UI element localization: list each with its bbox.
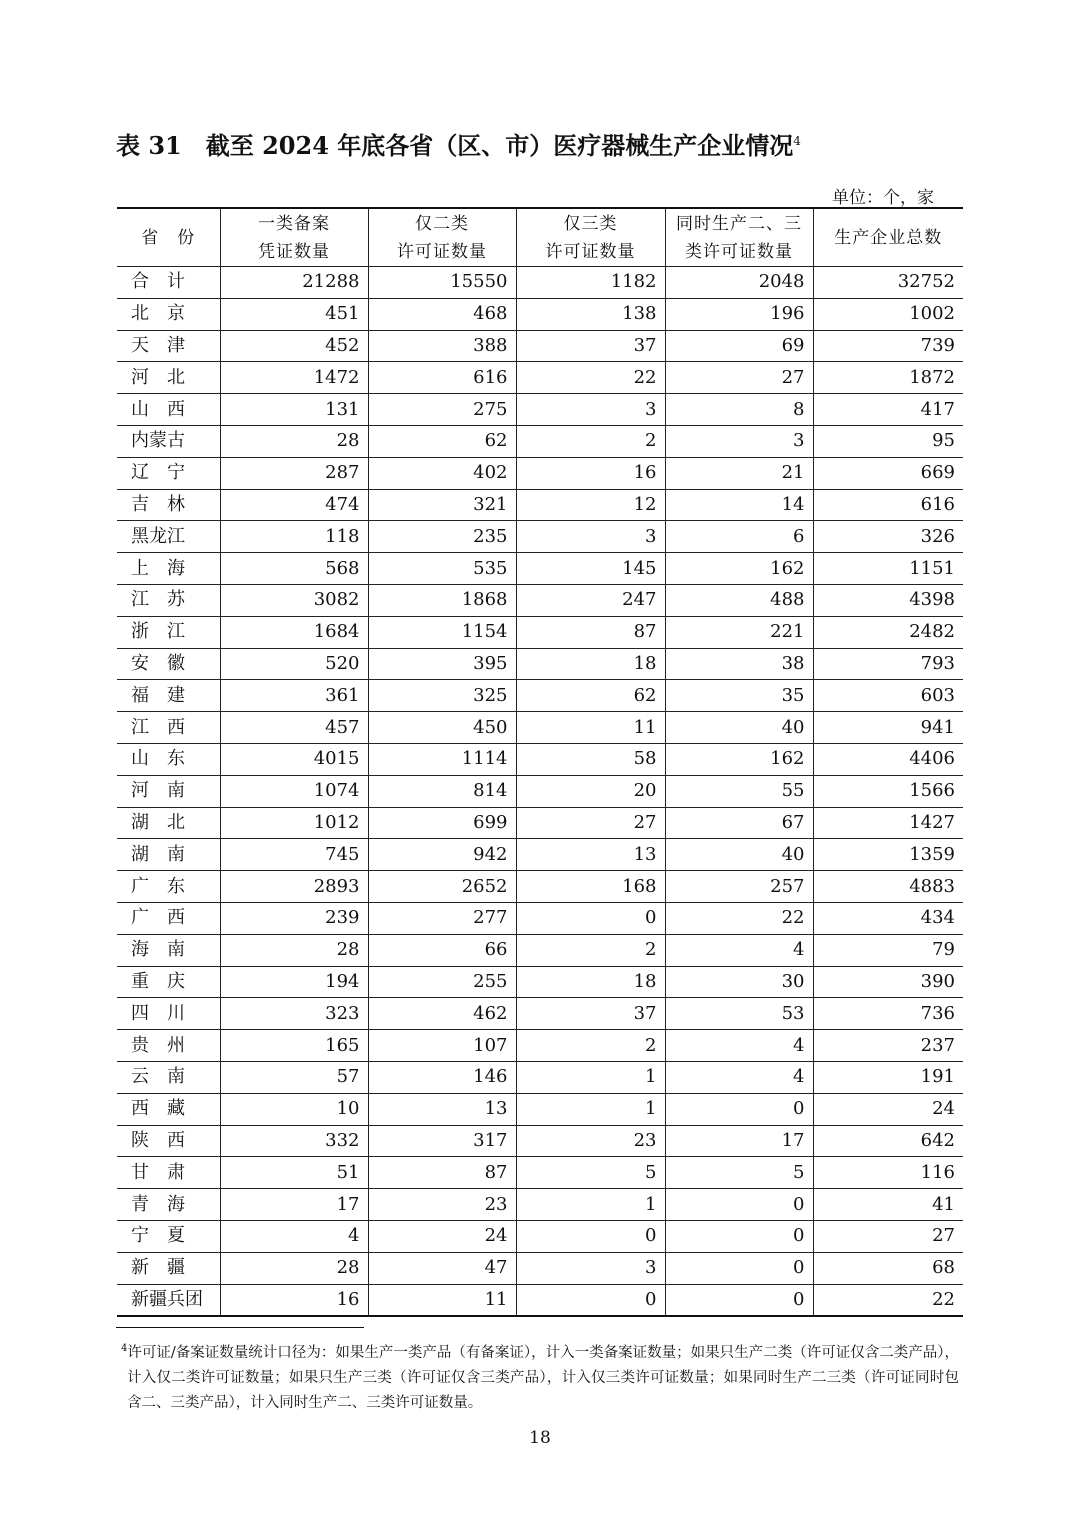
value-cell: 17 [665,1125,813,1157]
province-cell: 江 苏 [117,584,220,616]
value-cell: 221 [665,616,813,648]
province-cell: 四 川 [117,998,220,1030]
value-cell: 1872 [813,362,963,394]
value-cell: 332 [220,1125,368,1157]
province-cell: 广 西 [117,902,220,934]
value-cell: 28 [220,425,368,457]
province-cell: 安 徽 [117,648,220,680]
value-cell: 0 [665,1252,813,1284]
value-cell: 67 [665,807,813,839]
value-cell: 255 [368,966,516,998]
table-row [117,457,963,489]
value-cell: 16 [220,1284,368,1316]
value-cell: 22 [813,1284,963,1316]
value-cell: 22 [665,902,813,934]
value-cell: 3 [516,1252,665,1284]
value-cell: 2652 [368,871,516,903]
value-cell: 616 [813,489,963,521]
province-cell: 山 东 [117,743,220,775]
value-cell: 3 [516,521,665,553]
value-cell: 488 [665,584,813,616]
value-cell: 568 [220,553,368,585]
value-cell: 27 [516,807,665,839]
value-cell: 603 [813,680,963,712]
value-cell: 1868 [368,584,516,616]
province-cell: 广 东 [117,871,220,903]
table-title-text: 表 31 截至 2024 年底各省（区、市）医疗器械生产企业情况 [116,131,794,160]
value-cell: 38 [665,648,813,680]
province-cell: 陕 西 [117,1125,220,1157]
value-cell: 4 [665,934,813,966]
table-row [117,712,963,744]
table-row [117,584,963,616]
value-cell: 14 [665,489,813,521]
value-cell: 616 [368,362,516,394]
table-row [117,1252,963,1284]
value-cell: 40 [665,839,813,871]
province-cell: 重 庆 [117,966,220,998]
value-cell: 1074 [220,775,368,807]
value-cell: 58 [516,743,665,775]
value-cell: 941 [813,712,963,744]
value-cell: 87 [368,1157,516,1189]
value-cell: 462 [368,998,516,1030]
province-cell: 新疆兵团 [117,1284,220,1316]
value-cell: 116 [813,1157,963,1189]
table-header-row [117,208,963,267]
table-row [117,1061,963,1093]
table-row [117,1125,963,1157]
value-cell: 41 [813,1189,963,1221]
value-cell: 235 [368,521,516,553]
table-row [117,966,963,998]
province-cell: 新 疆 [117,1252,220,1284]
value-cell: 2048 [665,267,813,299]
value-cell: 69 [665,330,813,362]
page-number: 18 [529,1428,551,1448]
value-cell: 736 [813,998,963,1030]
province-cell: 西 藏 [117,1093,220,1125]
value-cell: 2 [516,425,665,457]
table-row [117,330,963,362]
table-row [117,521,963,553]
header-class2-3-count: 同时生产二、三 类许可证数量 [665,208,813,267]
value-cell: 22 [516,362,665,394]
header-class3-only-count: 仅三类 许可证数量 [516,208,665,267]
value-cell: 30 [665,966,813,998]
value-cell: 17 [220,1189,368,1221]
value-cell: 739 [813,330,963,362]
value-cell: 1151 [813,553,963,585]
footnote-reference: 4 [793,134,801,148]
table-row [117,1093,963,1125]
header-class1-count: 一类备案 凭证数量 [220,208,368,267]
table-row [117,616,963,648]
value-cell: 275 [368,394,516,426]
value-cell: 0 [665,1093,813,1125]
value-cell: 1012 [220,807,368,839]
value-cell: 361 [220,680,368,712]
value-cell: 47 [368,1252,516,1284]
value-cell: 4 [220,1220,368,1252]
value-cell: 118 [220,521,368,553]
value-cell: 131 [220,394,368,426]
table-row [117,267,963,299]
province-cell: 浙 江 [117,616,220,648]
value-cell: 699 [368,807,516,839]
value-cell: 793 [813,648,963,680]
footnote-mark: 4 [121,1343,128,1354]
value-cell: 10 [220,1093,368,1125]
value-cell: 23 [368,1189,516,1221]
enterprise-table [117,207,963,1317]
province-cell: 青 海 [117,1189,220,1221]
value-cell: 237 [813,1030,963,1062]
province-cell: 山 西 [117,394,220,426]
table-row [117,648,963,680]
table-row [117,1220,963,1252]
value-cell: 814 [368,775,516,807]
value-cell: 165 [220,1030,368,1062]
value-cell: 535 [368,553,516,585]
province-cell: 甘 肃 [117,1157,220,1189]
value-cell: 16 [516,457,665,489]
value-cell: 23 [516,1125,665,1157]
value-cell: 51 [220,1157,368,1189]
table-row [117,839,963,871]
value-cell: 13 [368,1093,516,1125]
value-cell: 28 [220,934,368,966]
value-cell: 417 [813,394,963,426]
table-row [117,902,963,934]
value-cell: 11 [516,712,665,744]
province-cell: 河 南 [117,775,220,807]
value-cell: 11 [368,1284,516,1316]
value-cell: 434 [813,902,963,934]
province-cell: 海 南 [117,934,220,966]
province-cell: 辽 宁 [117,457,220,489]
value-cell: 21288 [220,267,368,299]
province-cell: 云 南 [117,1061,220,1093]
value-cell: 1566 [813,775,963,807]
value-cell: 12 [516,489,665,521]
value-cell: 196 [665,298,813,330]
table-row [117,871,963,903]
value-cell: 326 [813,521,963,553]
value-cell: 1684 [220,616,368,648]
value-cell: 474 [220,489,368,521]
value-cell: 87 [516,616,665,648]
value-cell: 66 [368,934,516,966]
value-cell: 146 [368,1061,516,1093]
value-cell: 55 [665,775,813,807]
value-cell: 520 [220,648,368,680]
table-row [117,489,963,521]
value-cell: 2 [516,934,665,966]
province-cell: 吉 林 [117,489,220,521]
value-cell: 321 [368,489,516,521]
value-cell: 27 [813,1220,963,1252]
value-cell: 388 [368,330,516,362]
value-cell: 24 [368,1220,516,1252]
value-cell: 168 [516,871,665,903]
table-row [117,1284,963,1316]
table-row [117,1157,963,1189]
province-cell: 北 京 [117,298,220,330]
value-cell: 37 [516,998,665,1030]
value-cell: 3 [665,425,813,457]
value-cell: 1002 [813,298,963,330]
value-cell: 2 [516,1030,665,1062]
value-cell: 2482 [813,616,963,648]
value-cell: 277 [368,902,516,934]
value-cell: 669 [813,457,963,489]
header-province: 省 份 [117,208,220,267]
value-cell: 107 [368,1030,516,1062]
value-cell: 53 [665,998,813,1030]
value-cell: 317 [368,1125,516,1157]
province-cell: 黑龙江 [117,521,220,553]
province-cell: 河 北 [117,362,220,394]
value-cell: 5 [516,1157,665,1189]
value-cell: 287 [220,457,368,489]
value-cell: 942 [368,839,516,871]
value-cell: 395 [368,648,516,680]
value-cell: 4406 [813,743,963,775]
value-cell: 8 [665,394,813,426]
value-cell: 4883 [813,871,963,903]
table-row [117,680,963,712]
footnote [121,1336,959,1416]
value-cell: 745 [220,839,368,871]
value-cell: 4398 [813,584,963,616]
value-cell: 1154 [368,616,516,648]
province-cell: 贵 州 [117,1030,220,1062]
value-cell: 323 [220,998,368,1030]
value-cell: 457 [220,712,368,744]
value-cell: 1114 [368,743,516,775]
table-row [117,1189,963,1221]
value-cell: 0 [516,1284,665,1316]
value-cell: 0 [516,1220,665,1252]
value-cell: 68 [813,1252,963,1284]
value-cell: 257 [665,871,813,903]
table-row [117,998,963,1030]
value-cell: 1472 [220,362,368,394]
value-cell: 402 [368,457,516,489]
value-cell: 27 [665,362,813,394]
header-total-enterprises: 生产企业总数 [813,208,963,267]
value-cell: 0 [516,902,665,934]
province-cell: 合 计 [117,267,220,299]
table-row [117,1030,963,1062]
value-cell: 642 [813,1125,963,1157]
value-cell: 162 [665,553,813,585]
value-cell: 32752 [813,267,963,299]
value-cell: 40 [665,712,813,744]
value-cell: 191 [813,1061,963,1093]
value-cell: 35 [665,680,813,712]
province-cell: 湖 北 [117,807,220,839]
value-cell: 4 [665,1061,813,1093]
value-cell: 390 [813,966,963,998]
value-cell: 15550 [368,267,516,299]
value-cell: 5 [665,1157,813,1189]
table-row [117,775,963,807]
value-cell: 0 [665,1284,813,1316]
value-cell: 1 [516,1189,665,1221]
value-cell: 0 [665,1189,813,1221]
table-row [117,807,963,839]
value-cell: 162 [665,743,813,775]
table-row [117,425,963,457]
province-cell: 湖 南 [117,839,220,871]
value-cell: 1 [516,1093,665,1125]
table-row [117,394,963,426]
value-cell: 452 [220,330,368,362]
value-cell: 3 [516,394,665,426]
value-cell: 62 [516,680,665,712]
table-row [117,362,963,394]
province-cell: 上 海 [117,553,220,585]
table-title [116,126,996,161]
table-body [117,267,963,1317]
value-cell: 6 [665,521,813,553]
value-cell: 4 [665,1030,813,1062]
value-cell: 0 [665,1220,813,1252]
table-row [117,553,963,585]
table-row [117,934,963,966]
value-cell: 2893 [220,871,368,903]
footnote-text: 许可证/备案证数量统计口径为：如果生产一类产品（有备案证），计入一类备案证数量；如果只生产二类（许可证仅含二类产品），计入仅二类许可证数量；如果只生产三类（许可证仅含三类产品），计入仅三类许可证数量；如果同时生产二三类（许可证同时包含二、三类产品），计入同时生产二、三类许可证数量。 [127,1344,959,1411]
value-cell: 57 [220,1061,368,1093]
value-cell: 37 [516,330,665,362]
value-cell: 194 [220,966,368,998]
province-cell: 天 津 [117,330,220,362]
footnote-divider [116,1327,364,1328]
value-cell: 468 [368,298,516,330]
value-cell: 18 [516,648,665,680]
table-row [117,743,963,775]
province-cell: 内蒙古 [117,425,220,457]
value-cell: 95 [813,425,963,457]
value-cell: 4015 [220,743,368,775]
province-cell: 江 西 [117,712,220,744]
value-cell: 239 [220,902,368,934]
province-cell: 福 建 [117,680,220,712]
unit-label: 单位：个，家 [832,188,934,208]
value-cell: 24 [813,1093,963,1125]
value-cell: 1427 [813,807,963,839]
value-cell: 145 [516,553,665,585]
value-cell: 450 [368,712,516,744]
value-cell: 21 [665,457,813,489]
value-cell: 1182 [516,267,665,299]
value-cell: 451 [220,298,368,330]
value-cell: 247 [516,584,665,616]
value-cell: 1 [516,1061,665,1093]
value-cell: 79 [813,934,963,966]
value-cell: 13 [516,839,665,871]
value-cell: 1359 [813,839,963,871]
value-cell: 28 [220,1252,368,1284]
value-cell: 138 [516,298,665,330]
value-cell: 62 [368,425,516,457]
value-cell: 20 [516,775,665,807]
value-cell: 3082 [220,584,368,616]
value-cell: 325 [368,680,516,712]
province-cell: 宁 夏 [117,1220,220,1252]
header-class2-only-count: 仅二类 许可证数量 [368,208,516,267]
value-cell: 18 [516,966,665,998]
table-row [117,298,963,330]
